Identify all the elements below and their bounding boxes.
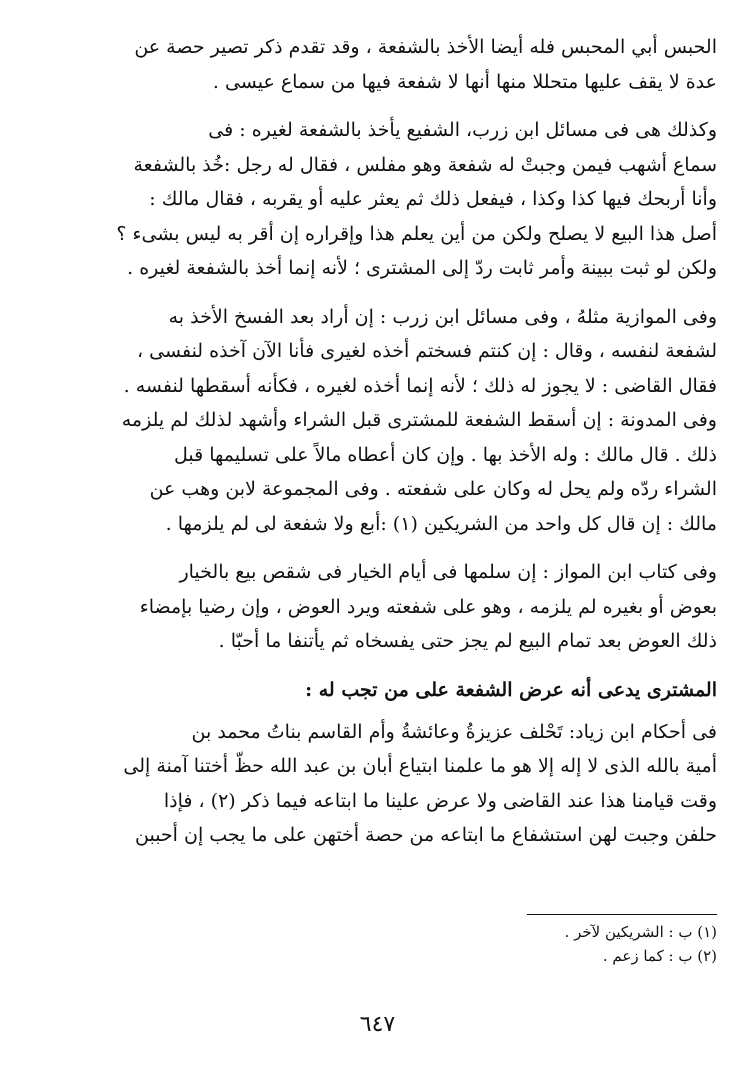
text-line: بعوض أو بغيره لم يلزمه ، وهو على شفعته ويرد العوض ، وإن رضيا بإمضاء [139, 595, 717, 618]
text-line: حلفن وجبت لهن استشفاع ما ابتاعه من حصة أختهن على ما يجب إن أحببن [135, 824, 717, 846]
page-number: ٦٤٧ [359, 1012, 396, 1037]
footnote-divider [527, 914, 717, 915]
section-heading: المشترى يدعى أنه عرض الشفعة على من تجب له : [305, 678, 717, 701]
text-line: وكذلك هى فى مسائل ابن زرب، الشفيع يأخذ بالشفعة لغيره : فى [208, 119, 717, 141]
text-line: أمية بالله الذى لا إله إلا هو ما علمنا ابتياع أبان بن عبد الله حظّ أختنا آمنة إلى [123, 755, 717, 777]
footnote-1: (١) ب : الشريكين لآخر . [564, 923, 717, 941]
text-line: وفى المدونة : إن أسقط الشفعة للمشترى قبل الشراء وأشهد لذلك لم يلزمه [121, 409, 717, 431]
text-line: لشفعة لنفسه ، وقال : إن كنتم فسختم أخذه لغيرى فأنا الآن آخذه لنفسى ، [137, 340, 717, 362]
text-line: ولكن لو ثبت ببينة وأمر ثابت ردّ إلى المشترى ؛ لأنه إنما أخذ بالشفعة لغيره . [127, 257, 717, 279]
text-line: وقت قيامنا هذا عند القاضى ولا عرض علينا ما ابتاعه فيما ذكر (٢) ، فإذا [163, 789, 717, 812]
text-line: فى أحكام ابن زياد: تَحْلف عزيزةُ وعائشةُ وأم القاسم بناتُ محمد بن [191, 720, 717, 743]
text-line: الشراء ردّه ولم يحل له وكان على شفعته . وفى المجموعة لابن وهب عن [149, 478, 717, 500]
text-line: مالك : إن قال كل واحد من الشريكين (١) :أبع ولا شفعة لى لم يلزمها . [165, 512, 717, 535]
footnote-2: (٢) ب : كما زعم . [602, 947, 717, 965]
paragraph-2 [52, 113, 717, 286]
text-line: وفى كتاب ابن المواز : إن سلمها فى أيام الخيار فى شقص بيع بالخيار [179, 561, 717, 583]
text-line: أصل هذا البيع لا يصلح ولكن من أين يعلم هذا وإقراره إن أقر به ليس بشىء ؟ [116, 222, 717, 245]
text-line: الحبس أبي المحبس فله أيضا الأخذ بالشفعة ، وقد تقدم ذكر تصير حصة عن [134, 36, 717, 58]
paragraph-5 [52, 715, 717, 853]
text-line: ذلك العوض بعد تمام البيع لم يجز حتى يفسخاه ثم يأتنفا ما أحبّا . [218, 630, 717, 652]
text-line: عدة لا يقف عليها متحللا منها أنها لا شفعة فيها من سماع عيسى . [212, 70, 717, 93]
paragraph-3 [52, 300, 717, 542]
paragraph-1 [52, 30, 717, 99]
text-line: وأنا أربحك فيها كذا وكذا ، فيفعل ذلك ثم يعثر عليه أو يقربه ، فقال مالك : [149, 188, 717, 210]
text-line: فقال القاضى : لا يجوز له ذلك ؛ لأنه إنما أخذه لغيره ، فكأنه أسقطها لنفسه . [123, 374, 717, 397]
text-line: وفى الموازية مثلهُ ، وفى مسائل ابن زرب : إن أراد بعد الفسخ الأخذ به [168, 305, 717, 328]
paragraph-4 [52, 555, 717, 659]
footnotes [300, 920, 717, 968]
text-line: ذلك . قال مالك : وله الأخذ بها . وإن كان أعطاه مالاً على تسليمها قبل [173, 443, 717, 466]
text-line: سماع أشهب فيمن وجبتْ له شفعة وهو مفلس ، فقال له رجل :خُذ بالشفعة [133, 153, 717, 176]
